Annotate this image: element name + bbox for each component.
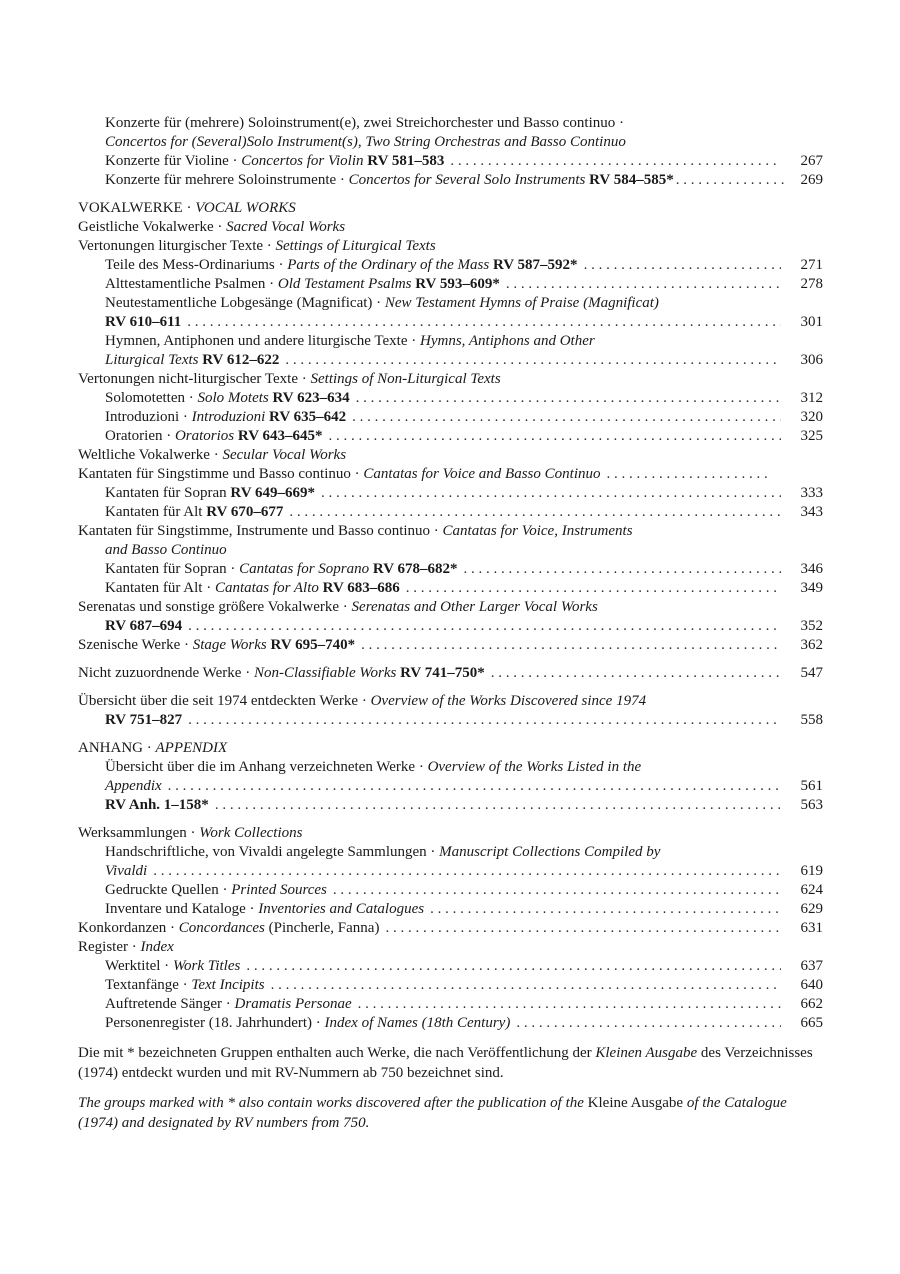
page-number: 306 — [800, 352, 823, 368]
toc-entry[interactable]: Personenregister (18. Jahrhundert) · Index of Names (18th Century) . . . 665 — [78, 1014, 823, 1033]
toc-heading: Hymnen, Antiphonen und andere liturgische Texte · Hymns, Antiphons and Other — [105, 333, 595, 349]
toc-heading: Übersicht über die im Anhang verzeichneten Werke · Overview of the Works Listed in the — [105, 759, 642, 775]
page-number: 563 — [800, 797, 823, 813]
toc-entry[interactable]: Gedruckte Quellen · Printed Sources . . . 624 — [78, 881, 823, 900]
toc-heading: Werksammlungen · Work Collections — [78, 825, 303, 841]
toc-heading: Geistliche Vokalwerke · Sacred Vocal Works — [78, 219, 346, 235]
toc-entry[interactable]: Kantaten für Sopran RV 649–669* . . . 333 — [78, 484, 823, 503]
page-number: 662 — [800, 996, 823, 1012]
toc-entry[interactable]: Kantaten für Sopran · Cantatas for Soprano RV 678–682* . . . 346 — [78, 560, 823, 579]
toc-entry[interactable]: Nicht zuzuordnende Werke · Non-Classifiable Works RV 741–750* . . . 547 — [78, 664, 823, 683]
page-number: 269 — [800, 172, 823, 188]
page-number: 320 — [800, 409, 823, 425]
toc-entry[interactable]: Solomotetten · Solo Motets RV 623–634 . . . 312 — [78, 389, 823, 408]
page-number: 312 — [800, 390, 823, 406]
toc-heading-concertos-two-orchestras: Konzerte für (mehrere) Soloinstrument(e), zwei Streichorchester und Basso continuo · — [105, 115, 624, 131]
toc-entry[interactable]: Introduzioni · Introduzioni RV 635–642 . . . 320 — [78, 408, 823, 427]
toc-heading: and Basso Continuo — [105, 542, 227, 558]
page-number: 558 — [800, 712, 823, 728]
toc-heading: Vertonungen nicht-liturgischer Texte · Settings of Non-Liturgical Texts — [78, 371, 501, 387]
toc-entry[interactable]: Konzerte für Violine · Concertos for Violin RV 581–583 . . . 267 — [78, 152, 823, 171]
toc-entry[interactable]: Oratorien · Oratorios RV 643–645* . . . 325 — [78, 427, 823, 446]
toc-heading: Vertonungen liturgischer Texte · Settings of Liturgical Texts — [78, 238, 436, 254]
page-number: 301 — [800, 314, 823, 330]
toc-entry[interactable]: RV 687–694 . . . 352 — [78, 617, 823, 636]
page-number: 343 — [800, 504, 823, 520]
page-number: 637 — [800, 958, 823, 974]
toc-entry[interactable]: Werktitel · Work Titles . . . 637 — [78, 957, 823, 976]
toc-heading: Kantaten für Singstimme und Basso continuo · Cantatas for Voice and Basso Continuo . . . — [78, 465, 823, 484]
footnote-english: The groups marked with * also contain works discovered after the publication of the Kleine Ausgabe of the Catalogue (1974) and designated by RV numbers from 750. — [78, 1095, 787, 1131]
page-number: 349 — [800, 580, 823, 596]
toc-entry[interactable]: Konzerte für mehrere Soloinstrumente · Concertos for Several Solo Instruments RV 584–585* . . . 269 — [78, 171, 823, 190]
page-number: 624 — [800, 882, 823, 898]
toc-entry[interactable]: Alttestamentliche Psalmen · Old Testament Psalms RV 593–609* . . . 278 — [78, 275, 823, 294]
toc-entry[interactable]: Kantaten für Alt · Cantatas for Alto RV 683–686 . . . 349 — [78, 579, 823, 598]
toc-entry[interactable]: RV Anh. 1–158* . . . 563 — [78, 796, 823, 815]
toc-entry[interactable]: Kantaten für Alt RV 670–677 . . . 343 — [78, 503, 823, 522]
toc-entry[interactable]: Auftretende Sänger · Dramatis Personae . . . 662 — [78, 995, 823, 1014]
page-number: 352 — [800, 618, 823, 634]
toc-entry[interactable]: Textanfänge · Text Incipits . . . 640 — [78, 976, 823, 995]
toc-entry[interactable]: Konkordanzen · Concordances (Pincherle, Fanna) . . . 631 — [78, 919, 823, 938]
toc-entry[interactable]: Appendix . . . 561 — [78, 777, 823, 796]
toc-heading: Kantaten für Singstimme, Instrumente und Basso continuo · Cantatas for Voice, Instruments — [78, 523, 633, 539]
page-number: 619 — [800, 863, 823, 879]
toc-heading: Serenatas und sonstige größere Vokalwerke · Serenatas and Other Larger Vocal Works — [78, 599, 598, 615]
page-number: 271 — [800, 257, 823, 273]
page-number: 362 — [800, 637, 823, 653]
page-number: 278 — [800, 276, 823, 292]
toc-heading-concertos-two-orchestras-en: Concertos for (Several)Solo Instrument(s), Two String Orchestras and Basso Continuo — [105, 134, 626, 150]
page-number: 631 — [800, 920, 823, 936]
page-number: 333 — [800, 485, 823, 501]
toc-entry[interactable]: Szenische Werke · Stage Works RV 695–740* . . . 362 — [78, 636, 823, 655]
toc-entry[interactable]: RV 751–827 . . . 558 — [78, 711, 823, 730]
page-number: 267 — [800, 153, 823, 169]
table-of-contents — [78, 114, 823, 1133]
toc-entry[interactable]: Liturgical Texts RV 612–622 . . . 306 — [78, 351, 823, 370]
footnote-german: Die mit * bezeichneten Gruppen enthalten auch Werke, die nach Veröffentlichung der Kleinen Ausgabe des Verzeichnisses (1974) entdeckt wurden und mit RV-Nummern ab 750 bezeichnet sind. — [78, 1045, 813, 1081]
toc-entry[interactable]: Vivaldi . . . 619 — [78, 862, 823, 881]
toc-section-vocal-works: VOKALWERKE · VOCAL WORKS — [78, 200, 296, 216]
page-number: 665 — [800, 1015, 823, 1031]
page-number: 561 — [800, 778, 823, 794]
toc-entry[interactable]: Inventare und Kataloge · Inventories and Catalogues . . . 629 — [78, 900, 823, 919]
toc-heading: Weltliche Vokalwerke · Secular Vocal Works — [78, 447, 347, 463]
toc-section-appendix: ANHANG · APPENDIX — [78, 740, 228, 756]
page-number: 325 — [800, 428, 823, 444]
toc-heading: Übersicht über die seit 1974 entdeckten Werke · Overview of the Works Discovered since 1974 — [78, 693, 647, 709]
page-number: 346 — [800, 561, 823, 577]
page-number: 640 — [800, 977, 823, 993]
toc-heading: Register · Index — [78, 939, 174, 955]
toc-heading: Handschriftliche, von Vivaldi angelegte Sammlungen · Manuscript Collections Compiled by — [105, 844, 661, 860]
page-number: 629 — [800, 901, 823, 917]
page-number: 547 — [800, 665, 823, 681]
toc-entry[interactable]: RV 610–611 . . . 301 — [78, 313, 823, 332]
toc-entry[interactable]: Teile des Mess-Ordinariums · Parts of the Ordinary of the Mass RV 587–592* . . . 271 — [78, 256, 823, 275]
toc-heading: Neutestamentliche Lobgesänge (Magnificat) · New Testament Hymns of Praise (Magnificat) — [105, 295, 659, 311]
